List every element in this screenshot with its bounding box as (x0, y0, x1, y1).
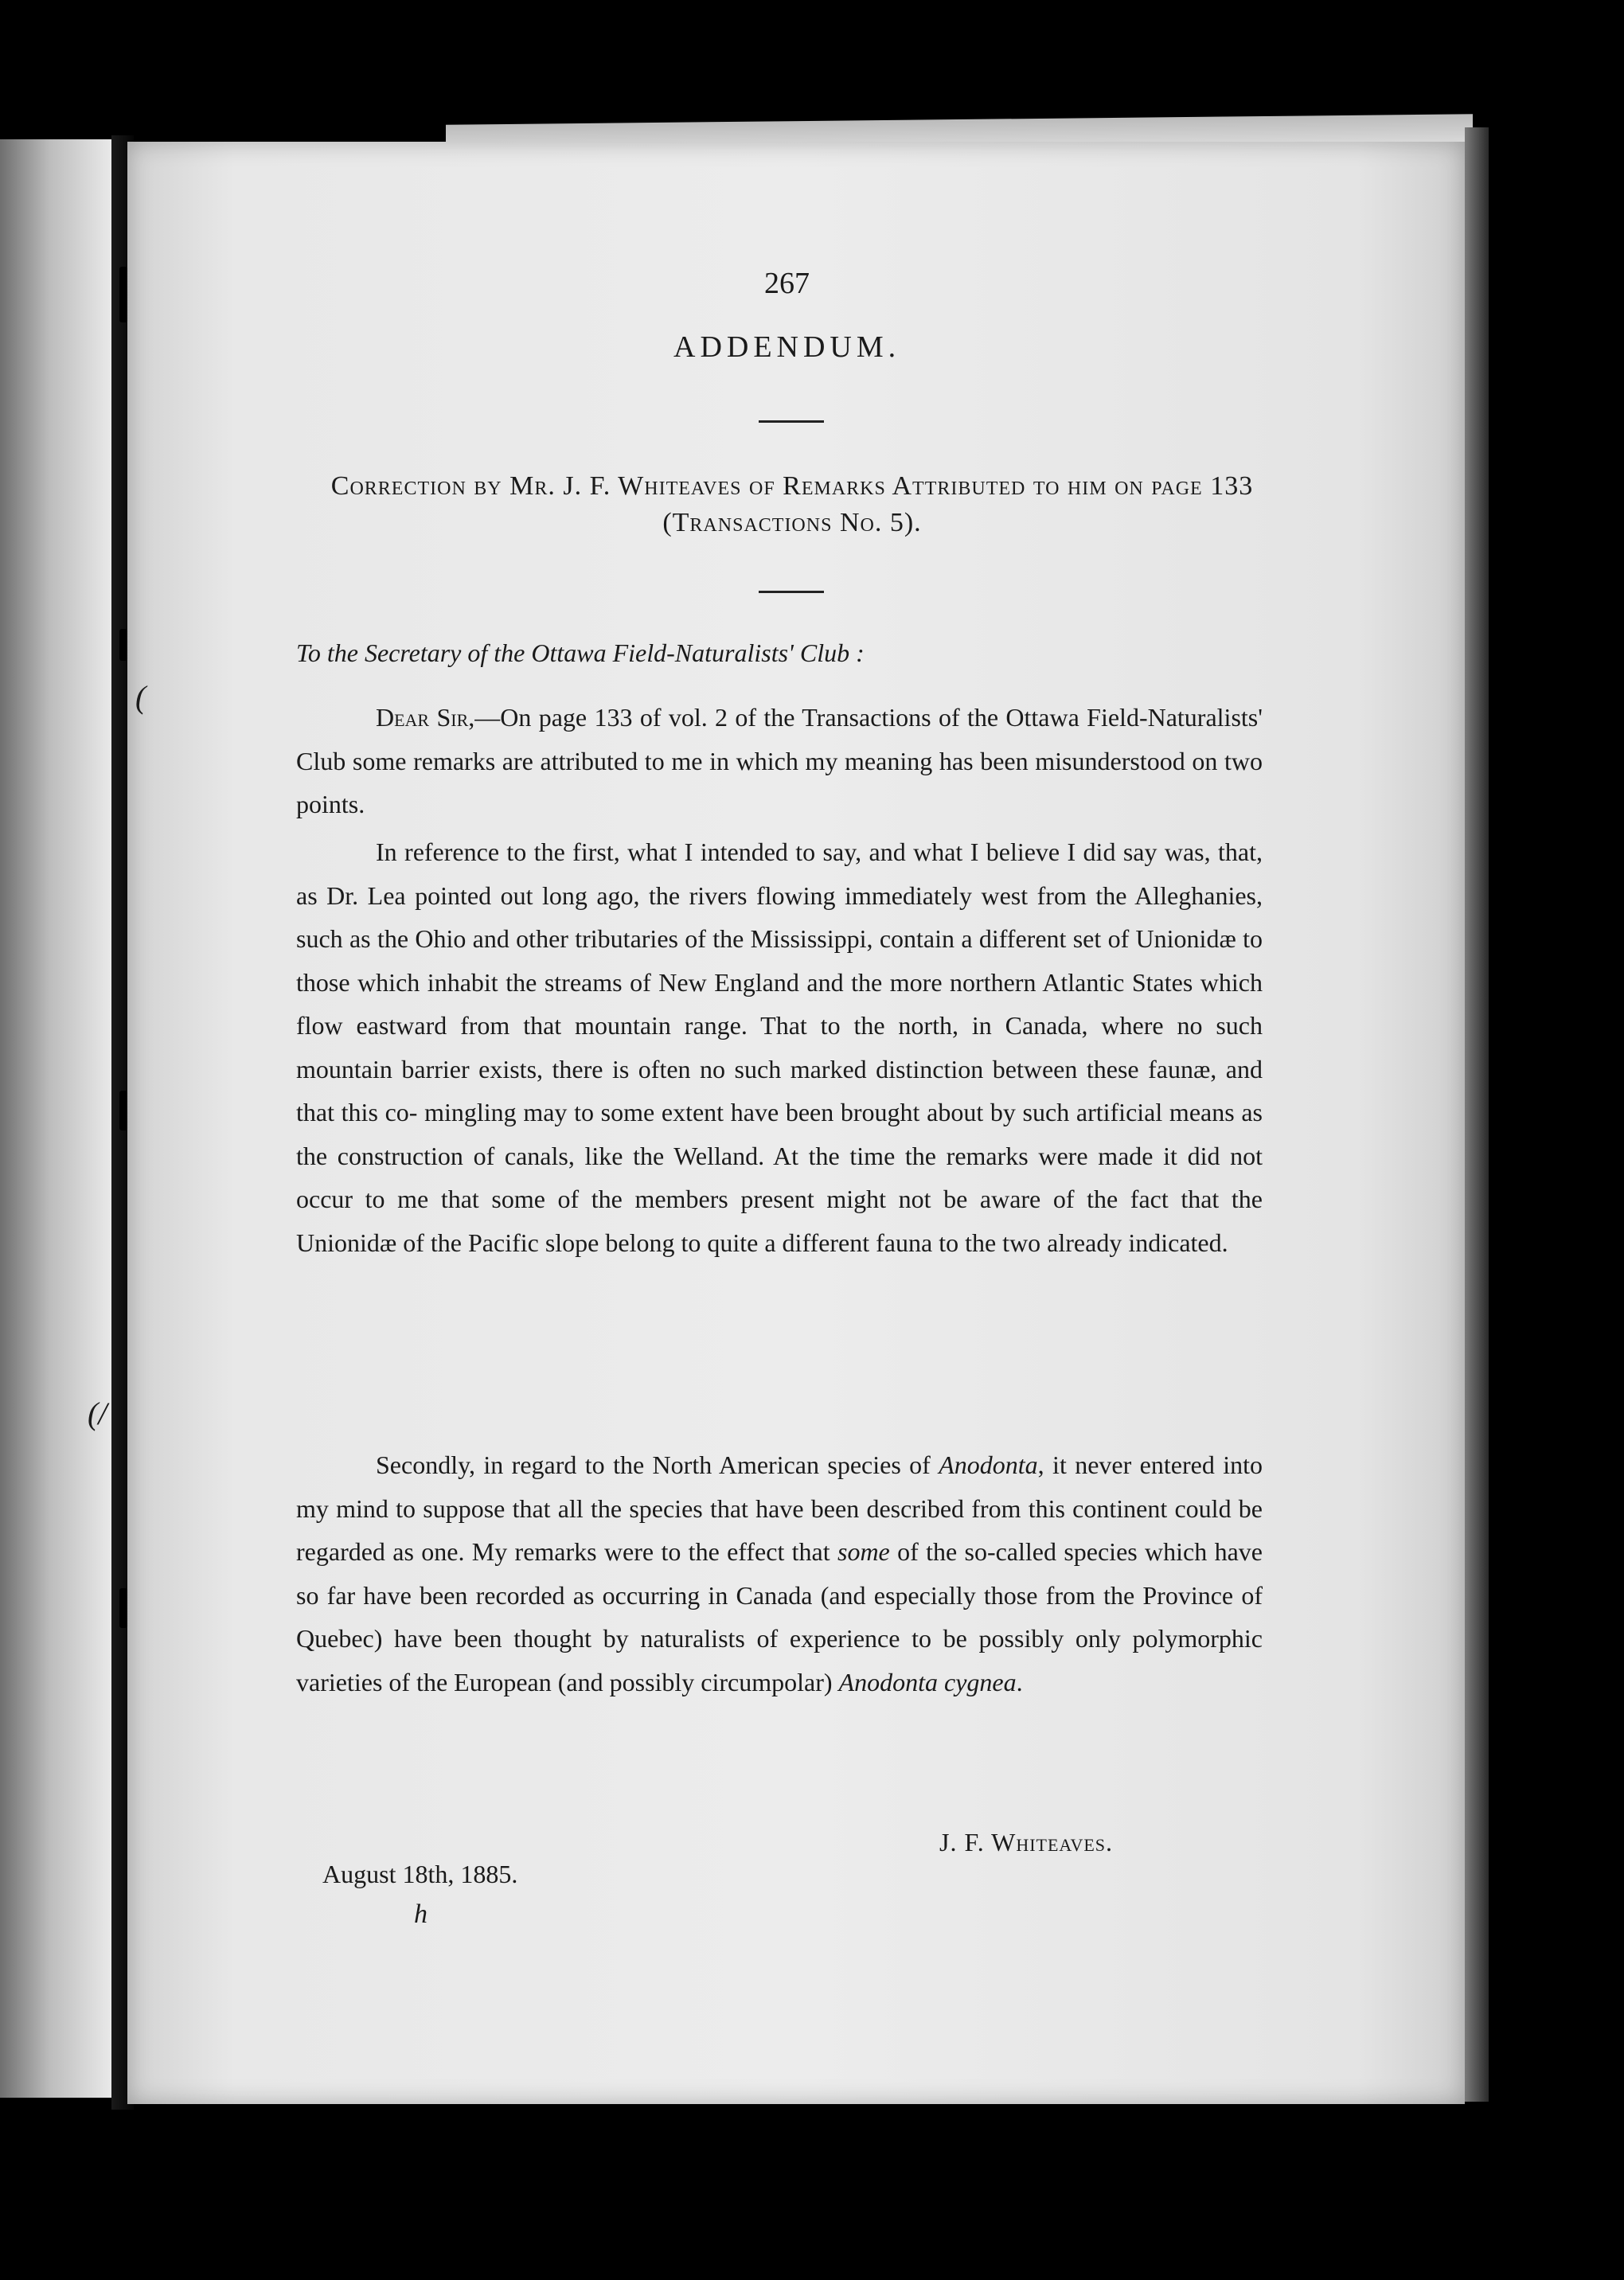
signature: J. F. Whiteaves. (939, 1828, 1114, 1856)
binding-mark (119, 1588, 127, 1628)
page-number: 267 (764, 267, 810, 300)
page-title: ADDENDUM. (673, 330, 901, 364)
paragraph (296, 1443, 1263, 1704)
facing-page-edge (0, 139, 111, 2098)
emphasis: some (837, 1537, 890, 1566)
salutation: To the Secretary of the Ottawa Field-Naturalists' Club : (296, 638, 865, 667)
paragraph-text: Secondly, in regard to the North American species of (376, 1450, 939, 1479)
margin-mark: (/ (88, 1396, 107, 1431)
species-name: Anodonta cygnea (838, 1667, 1017, 1696)
page-right-edge (1465, 127, 1489, 2102)
paragraph-text: . (1016, 1667, 1023, 1696)
paragraph-text: of the so-called species which have so far have been recorded as occurring in Canada (and especially those from the Province of Quebec) have been thought by naturalists of experience to be possibly only polymorphic varieties of the European (and possibly circumpolar) (296, 1537, 1263, 1696)
divider (759, 420, 824, 423)
paragraph (296, 696, 1263, 826)
species-name: Anodonta (939, 1450, 1038, 1479)
divider (759, 591, 824, 593)
binding-mark (119, 267, 127, 322)
binding-mark (119, 1091, 127, 1130)
handwritten-mark: h (414, 1899, 427, 1929)
margin-mark: ( (135, 679, 146, 715)
binding-mark (119, 629, 127, 661)
paragraph-text: , it never entered into my mind to suppose that all the species that have been described from this continent could be regarded as one. My remarks were to the effect that (296, 1450, 1263, 1566)
subtitle: Correction by Mr. J. F. Whiteaves of Remarks Attributed to him on page 133 (Transactions No. 5). (330, 471, 1254, 537)
paragraph-lead: Dear Sir, (376, 703, 475, 732)
paragraph-text: —On page 133 of vol. 2 of the Transactions of the Ottawa Field-Naturalists' Club some remarks are attributed to me in which my meaning has been misunderstood on two points. (296, 703, 1263, 818)
paragraph: In reference to the first, what I intended to say, and what I believe I did say was, that, as Dr. Lea pointed out long ago, the rivers flowing immediately west from the Alleghanies, such as the Ohio and other tributaries of the Mississippi, contain a different set of Unionidæ to those which inhabit the streams of New England and the more northern Atlantic States which flow eastward from that mountain range. That to the north, in Canada, where no such mountain barrier exists, there is often no such marked distinction between these faunæ, and that this co- mingling may to some extent have been brought about by such artificial means as the construction of canals, like the Welland. At the time the remarks were made it did not occur to me that some of the members present might not be aware of the fact that the Unionidæ of the Pacific slope belong to quite a different fauna to the two already indicated. (296, 837, 1263, 1257)
date: August 18th, 1885. (322, 1860, 518, 1888)
